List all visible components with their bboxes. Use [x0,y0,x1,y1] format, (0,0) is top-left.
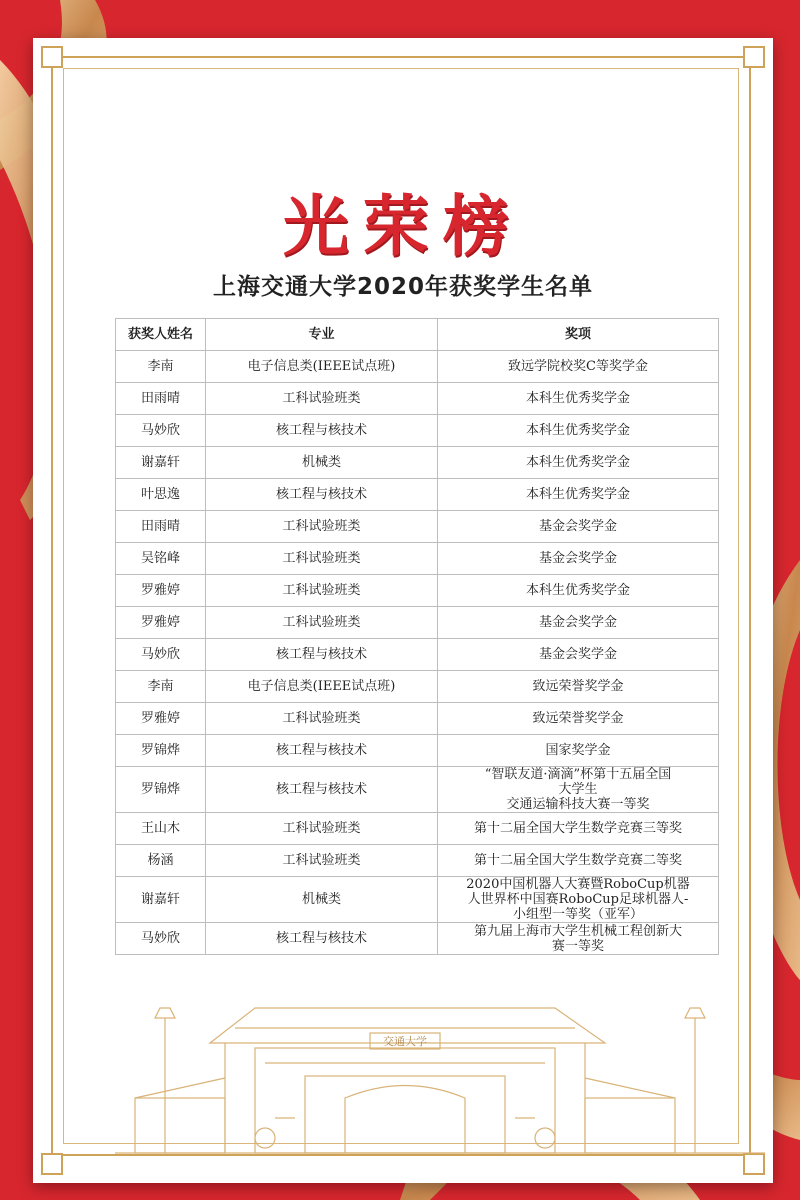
cell-award [438,671,719,703]
cell-major: 核工程与核技术 [206,639,438,671]
table-row [116,877,719,923]
corner-ornament [743,46,765,68]
table-row [116,923,719,955]
cell-major: 工科试验班类 [206,511,438,543]
cell-award [438,735,719,767]
cell-major: 工科试验班类 [206,383,438,415]
table-row [116,447,719,479]
cell-name: 吴铭峰 [116,543,206,575]
award-line: 基金会奖学金 [538,519,617,534]
gate-plaque-text: 交通大学 [383,1035,427,1048]
table-row [116,607,719,639]
cell-name: 田雨晴 [116,383,206,415]
cell-award [438,813,719,845]
award-line: 第十二届全国大学生数学竞赛二等奖 [473,853,682,868]
corner-ornament [41,1153,63,1175]
table-row [116,703,719,735]
cell-major: 核工程与核技术 [206,735,438,767]
cell-major: 核工程与核技术 [206,479,438,511]
table-row [116,543,719,575]
cell-name: 罗锦烨 [116,735,206,767]
table-row [116,767,719,813]
award-line: 大学生 [558,782,598,797]
cell-major: 工科试验班类 [206,703,438,735]
table-row [116,383,719,415]
cell-award [438,703,719,735]
cell-major: 工科试验班类 [206,575,438,607]
award-line: 基金会奖学金 [538,551,617,566]
page-subtitle: 上海交通大学2020年获奖学生名单 [212,274,593,300]
header-major: 专业 [206,319,438,351]
cell-award [438,479,719,511]
cell-name: 马妙欣 [116,639,206,671]
award-line: 基金会奖学金 [538,615,617,630]
award-line: 致远荣誉奖学金 [532,711,624,726]
award-line: 第九届上海市大学生机械工程创新大 [473,923,682,939]
award-line: 交通运输科技大赛一等奖 [506,797,650,812]
cell-major: 工科试验班类 [206,813,438,845]
award-line: 致远学院校奖C等奖学金 [508,359,648,374]
cell-major: 电子信息类(IEEE试点班) [206,671,438,703]
cell-name: 马妙欣 [116,415,206,447]
table-row [116,813,719,845]
table-row [116,575,719,607]
cell-name: 罗锦烨 [116,767,206,813]
table-row [116,671,719,703]
cell-name: 田雨晴 [116,511,206,543]
award-table-body [116,351,719,955]
cell-major: 工科试验班类 [206,845,438,877]
award-line: 第十二届全国大学生数学竞赛三等奖 [473,821,682,836]
cell-major: 核工程与核技术 [206,415,438,447]
award-table [115,318,719,955]
cell-name: 罗雅婷 [116,575,206,607]
award-line: 本科生优秀奖学金 [525,391,630,406]
cell-major: 机械类 [206,877,438,923]
cell-award [438,575,719,607]
cell-name: 罗雅婷 [116,703,206,735]
table-row [116,479,719,511]
header-name: 获奖人姓名 [116,319,206,351]
award-line: “智联友道·滴滴”杯第十五届全国 [484,767,672,782]
cell-award [438,845,719,877]
award-line: 赛一等奖 [551,938,604,954]
honor-board-paper [33,38,773,1183]
cell-major: 核工程与核技术 [206,923,438,955]
award-line: 本科生优秀奖学金 [525,423,630,438]
cell-award [438,351,719,383]
cell-award [438,447,719,479]
cell-major: 工科试验班类 [206,543,438,575]
cell-award [438,543,719,575]
cell-major: 工科试验班类 [206,607,438,639]
cell-name: 李南 [116,351,206,383]
gate-building-illustration-icon [115,988,765,1178]
table-row [116,415,719,447]
award-line: 基金会奖学金 [538,647,617,662]
cell-name: 杨涵 [116,845,206,877]
table-header-row [116,319,719,351]
award-line: 国家奖学金 [545,743,611,758]
header-award: 奖项 [438,319,719,351]
table-row [116,845,719,877]
cell-award [438,923,719,955]
cell-name: 罗雅婷 [116,607,206,639]
cell-name: 王山木 [116,813,206,845]
cell-name: 马妙欣 [116,923,206,955]
award-line: 本科生优秀奖学金 [525,455,630,470]
cell-name: 谢嘉轩 [116,447,206,479]
award-line: 本科生优秀奖学金 [525,583,630,598]
award-line: 人世界杯中国赛RoboCup足球机器人- [467,892,689,907]
award-line: 2020中国机器人大赛暨RoboCup机器 [466,877,690,892]
cell-award [438,511,719,543]
table-row [116,511,719,543]
cell-major: 机械类 [206,447,438,479]
award-line: 致远荣誉奖学金 [532,679,624,694]
table-row [116,639,719,671]
cell-major: 电子信息类(IEEE试点班) [206,351,438,383]
cell-major: 核工程与核技术 [206,767,438,813]
page-title: 光荣榜 [283,187,523,265]
table-row [116,351,719,383]
cell-award [438,767,719,813]
cell-award [438,877,719,923]
cell-award [438,383,719,415]
award-line: 本科生优秀奖学金 [525,487,630,502]
cell-award [438,415,719,447]
cell-name: 李南 [116,671,206,703]
award-table-wrapper [115,318,718,955]
cell-name: 叶思逸 [116,479,206,511]
cell-name: 谢嘉轩 [116,877,206,923]
cell-award [438,639,719,671]
cell-award [438,607,719,639]
award-line: 小组型一等奖（亚军） [512,907,643,922]
table-row [116,735,719,767]
corner-ornament [41,46,63,68]
